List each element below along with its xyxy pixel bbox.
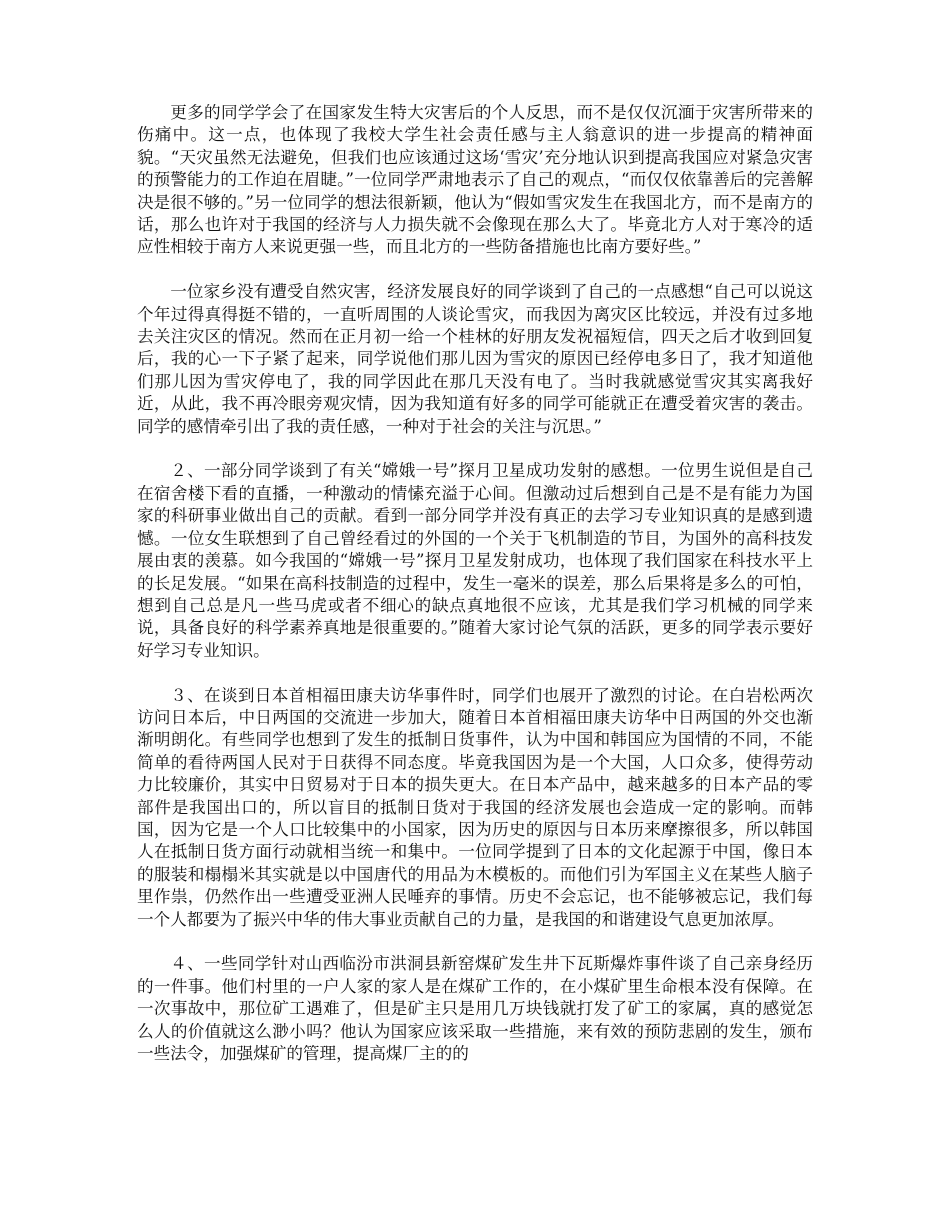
paragraph-personal-feeling: 一位家乡没有遭受自然灾害，经济发展良好的同学谈到了自己的一点感想“自己可以说这个年过得真得挺不错的，一直听周围的人谈论雪灾，而我因为离灾区比较远，并没有过多地去关注灾区的情况。然而在正月初一给一个桂林的好朋友发祝福短信，四天之后才收到回复后，我的心一下子紧了起来，同学说他们那儿因为雪灾的原因已经停电多日了，我才知道他们那儿因为雪灾停电了，我的同学因此在那几天没有电了。当时我就感觉雪灾其实离我好近，从此，我不再冷眼旁观灾情，因为我知道有好多的同学可能就正在遭受着灾害的袭击。同学的感情牵引出了我的责任感，一种对于社会的关注与沉思。”: [137, 282, 813, 436]
paragraph-coal-mine: ４、一些同学针对山西临汾市洪洞县新窑煤矿发生井下瓦斯爆炸事件谈了自己亲身经历的一件事。他们村里的一户人家的家人是在煤矿工作的，在小煤矿里生命根本没有保障。在一次事故中，那位矿工遇难了，但是矿主只是用几万块钱就打发了矿工的家属，真的感觉怎么人的价值就这么渺小吗？他认为国家应该采取一些措施，来有效的预防悲剧的发生，颁布一些法令，加强煤矿的管理，提高煤厂主的的: [137, 954, 813, 1063]
paragraph-change-e-1: ２、一部分同学谈到了有关“嫦娥一号”探月卫星成功发射的感想。一位男生说但是自己在宿舍楼下看的直播，一种激动的情愫充溢于心间。但激动过后想到自己是不是有能力为国家的科研事业做出自己的贡献。看到一部分同学并没有真正的去学习专业知识真的是感到遗憾。一位女生联想到了自己曾经看过的外国的一个关于飞机制造的节目，为国外的高科技发展由衷的羡慕。如今我国的“嫦娥一号”探月卫星发射成功，也体现了我们国家在科技水平上的长足发展。“如果在高科技制造的过程中，发生一毫米的误差，那么后果将是多么的可怕，想到自己总是凡一些马虎或者不细心的缺点真地很不应该，尤其是我们学习机械的同学来说，具备良好的科学素养真地是很重要的。”随着大家讨论气氛的活跃，更多的同学表示要好好学习专业知识。: [137, 461, 813, 660]
paragraph-disaster-reflection: 更多的同学学会了在国家发生特大灾害后的个人反思，而不是仅仅沉湎于灾害所带来的伤痛中。这一点，也体现了我校大学生社会责任感与主人翁意识的进一步提高的精神面貌。“天灾虽然无法避免，但我们也应该通过这场‘雪灾’充分地认识到提高我国应对紧急灾害的预警能力的工作迫在眉睫。”一位同学严肃地表示了自己的观点，“而仅仅依靠善后的完善解决是很不够的。”另一位同学的想法很新颖，他认为“假如雪灾发生在我国北方，而不是南方的话，那么也许对于我国的经济与人力损失就不会像现在那么大了。毕竟北方人对于寒冷的适应性相较于南方人来说更强一些，而且北方的一些防备措施也比南方要好些。”: [137, 103, 813, 257]
paragraph-japan-visit: ３、在谈到日本首相福田康夫访华事件时，同学们也展开了激烈的讨论。在白岩松两次访问日本后，中日两国的交流进一步加大，随着日本首相福田康夫访华中日两国的外交也渐渐明朗化。有些同学也想到了发生的抵制日货事件，认为中国和韩国应为国情的不同，不能简单的看待两国人民对于日获得不同态度。毕竟我国因为是一个大国，人口众多，使得劳动力比较廉价，其实中日贸易对于日本的损失更大。在日本产品中，越来越多的日本产品的零部件是我国出口的，所以盲目的抵制日货对于我国的经济发展也会造成一定的影响。而韩国，因为它是一个人口比较集中的小国家，因为历史的原因与日本历来摩擦很多，所以韩国人在抵制日货方面行动就相当统一和集中。一位同学提到了日本的文化起源于中国，像日本的服装和榻榻米其实就是以中国唐代的用品为木模板的。而他们引为军国主义在某些人脑子里作祟，仍然作出一些遭受亚洲人民唾弃的事情。历史不会忘记，也不能够被忘记，我们每一个人都要为了振兴中华的伟大事业贡献自己的力量，是我国的和谐建设气息更加浓厚。: [137, 685, 813, 929]
document-body: [137, 102, 813, 1065]
